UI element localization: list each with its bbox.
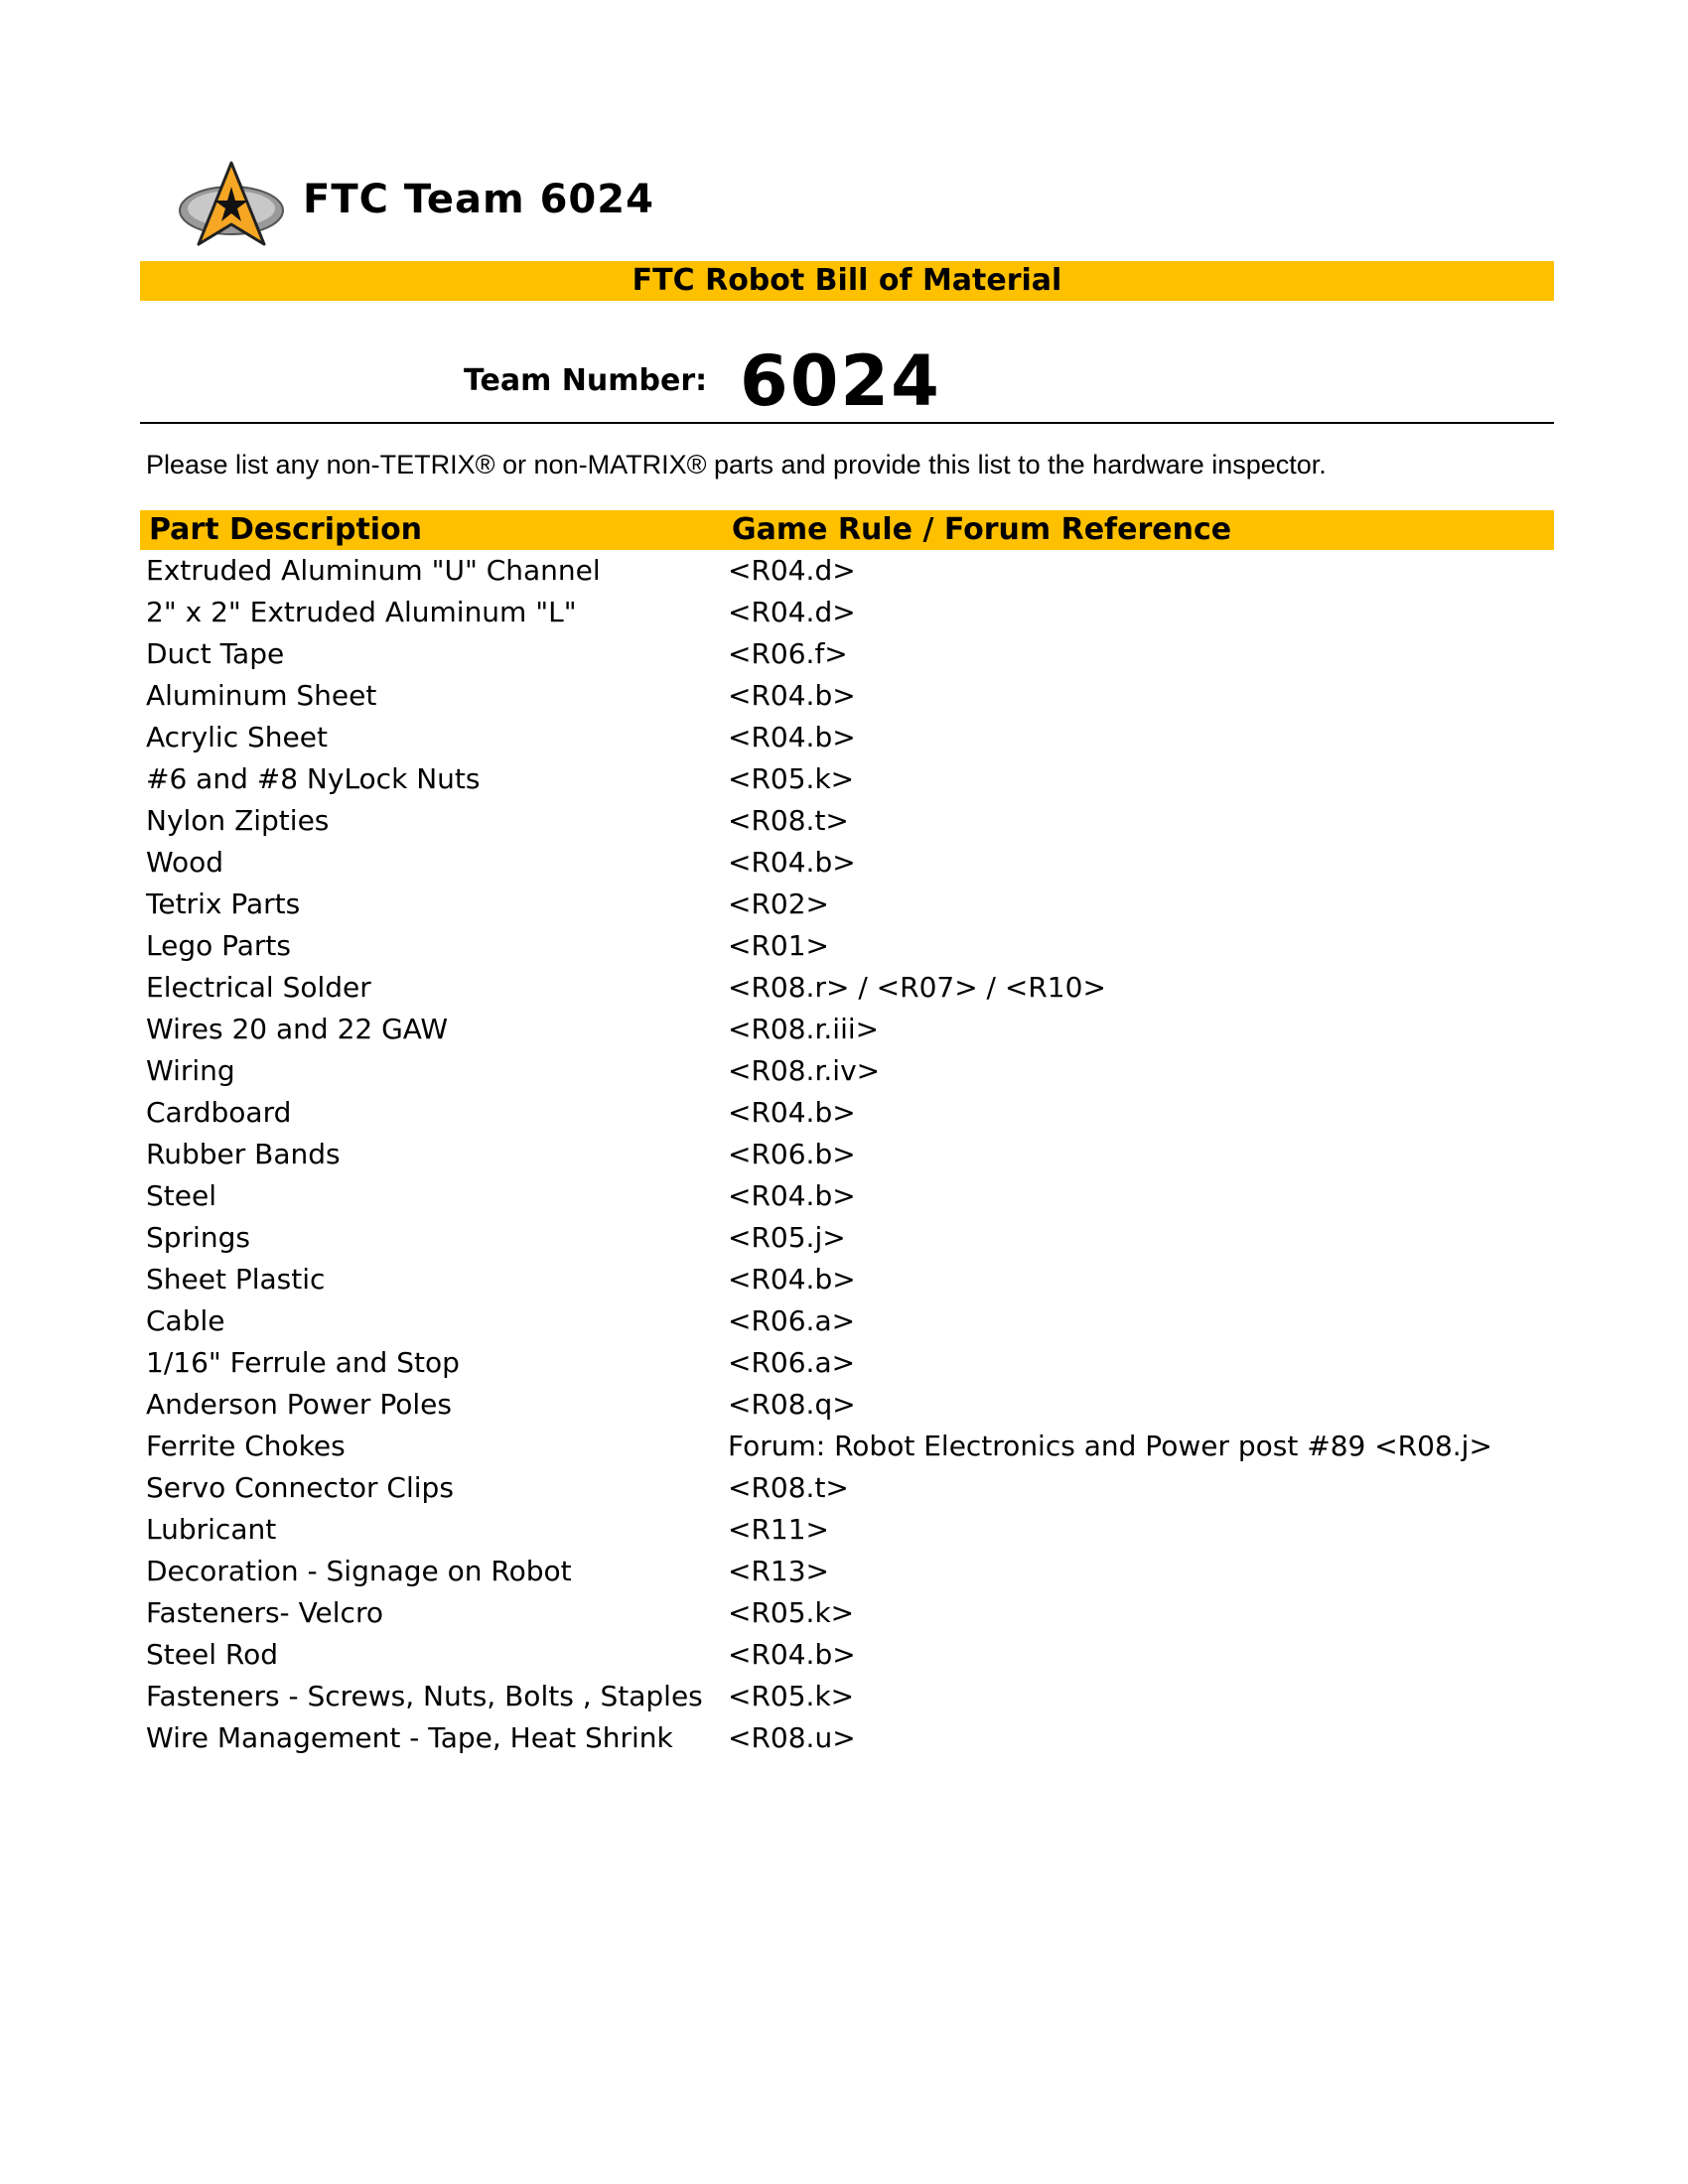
part-description: Nylon Zipties bbox=[146, 804, 330, 837]
table-row bbox=[140, 1092, 1554, 1134]
rule-reference: <R08.q> bbox=[728, 1388, 856, 1421]
title-banner bbox=[140, 261, 1554, 301]
part-description: Rubber Bands bbox=[146, 1138, 341, 1170]
rule-reference: <R05.j> bbox=[728, 1221, 846, 1254]
table-row bbox=[140, 1050, 1554, 1092]
rule-reference: <R04.b> bbox=[728, 679, 856, 712]
part-description: Steel Rod bbox=[146, 1638, 278, 1671]
table-row bbox=[140, 1342, 1554, 1384]
table-row bbox=[140, 1717, 1554, 1759]
table-row bbox=[140, 675, 1554, 717]
part-description: Cable bbox=[146, 1304, 225, 1337]
rule-reference: <R05.k> bbox=[728, 1596, 855, 1629]
table-header bbox=[140, 510, 1554, 550]
rule-reference: <R04.b> bbox=[728, 1179, 856, 1212]
rule-reference: <R08.r.iv> bbox=[728, 1054, 881, 1087]
part-description: #6 and #8 NyLock Nuts bbox=[146, 762, 481, 795]
banner-title: FTC Robot Bill of Material bbox=[632, 263, 1062, 298]
divider bbox=[140, 422, 1554, 424]
table-row bbox=[140, 1634, 1554, 1676]
rule-reference: <R08.u> bbox=[728, 1721, 856, 1754]
rule-reference: <R04.b> bbox=[728, 1263, 856, 1296]
table-row bbox=[140, 1426, 1554, 1467]
table-row bbox=[140, 550, 1554, 592]
rule-reference: <R11> bbox=[728, 1513, 830, 1546]
part-description: Ferrite Chokes bbox=[146, 1430, 346, 1462]
part-description: Wire Management - Tape, Heat Shrink bbox=[146, 1721, 673, 1754]
rule-reference: <R08.t> bbox=[728, 804, 849, 837]
rule-reference: <R05.k> bbox=[728, 762, 855, 795]
rule-reference: <R04.b> bbox=[728, 1096, 856, 1129]
rule-reference: <R06.f> bbox=[728, 637, 848, 670]
part-description: Servo Connector Clips bbox=[146, 1471, 454, 1504]
part-description: Sheet Plastic bbox=[146, 1263, 326, 1296]
table-row bbox=[140, 1009, 1554, 1050]
part-description: Lego Parts bbox=[146, 929, 292, 962]
rule-reference: <R04.d> bbox=[728, 596, 856, 628]
starfleet-delta-icon bbox=[177, 159, 286, 250]
team-title: FTC Team 6024 bbox=[303, 177, 654, 222]
part-description: Steel bbox=[146, 1179, 216, 1212]
part-description: Wires 20 and 22 GAW bbox=[146, 1013, 449, 1045]
part-description: Acrylic Sheet bbox=[146, 721, 328, 753]
rule-reference: <R05.k> bbox=[728, 1680, 855, 1712]
team-number-label: Team Number: bbox=[464, 363, 708, 398]
table-row bbox=[140, 967, 1554, 1009]
part-description: Tetrix Parts bbox=[146, 887, 301, 920]
part-description: 2" x 2" Extruded Aluminum "L" bbox=[146, 596, 577, 628]
table-row bbox=[140, 1676, 1554, 1717]
table-row bbox=[140, 1300, 1554, 1342]
part-description: Lubricant bbox=[146, 1513, 277, 1546]
part-description: 1/16" Ferrule and Stop bbox=[146, 1346, 460, 1379]
table-row bbox=[140, 884, 1554, 925]
part-description: Cardboard bbox=[146, 1096, 292, 1129]
instruction-text: Please list any non-TETRIX® or non-MATRIX® parts and provide this list to the hardware inspector. bbox=[146, 450, 1327, 479]
rule-reference: <R08.r.iii> bbox=[728, 1013, 880, 1045]
table-row bbox=[140, 592, 1554, 633]
rule-reference: <R04.b> bbox=[728, 846, 856, 879]
rule-reference: <R08.t> bbox=[728, 1471, 849, 1504]
table-row bbox=[140, 1384, 1554, 1426]
table-row bbox=[140, 717, 1554, 758]
table-row bbox=[140, 1217, 1554, 1259]
part-description: Anderson Power Poles bbox=[146, 1388, 452, 1421]
rule-reference: <R04.d> bbox=[728, 554, 856, 587]
part-description: Duct Tape bbox=[146, 637, 285, 670]
table-row bbox=[140, 1134, 1554, 1175]
rule-reference: <R06.b> bbox=[728, 1138, 856, 1170]
rule-reference: <R04.b> bbox=[728, 1638, 856, 1671]
part-description: Fasteners- Velcro bbox=[146, 1596, 383, 1629]
rule-reference: <R08.r> / <R07> / <R10> bbox=[728, 971, 1106, 1004]
part-description: Springs bbox=[146, 1221, 250, 1254]
rule-reference: <R04.b> bbox=[728, 721, 856, 753]
parts-table bbox=[140, 550, 1554, 1759]
rule-reference: <R06.a> bbox=[728, 1304, 856, 1337]
part-description: Wood bbox=[146, 846, 224, 879]
part-description: Extruded Aluminum "U" Channel bbox=[146, 554, 601, 587]
rule-reference: <R02> bbox=[728, 887, 830, 920]
part-description: Fasteners - Screws, Nuts, Bolts , Staples bbox=[146, 1680, 703, 1712]
table-row bbox=[140, 758, 1554, 800]
part-description: Decoration - Signage on Robot bbox=[146, 1555, 572, 1587]
column-header-game-rule: Game Rule / Forum Reference bbox=[732, 512, 1232, 547]
table-row bbox=[140, 1592, 1554, 1634]
table-row bbox=[140, 800, 1554, 842]
part-description: Wiring bbox=[146, 1054, 235, 1087]
column-header-part-description: Part Description bbox=[149, 512, 423, 547]
table-row bbox=[140, 633, 1554, 675]
table-row bbox=[140, 842, 1554, 884]
part-description: Aluminum Sheet bbox=[146, 679, 377, 712]
part-description: Electrical Solder bbox=[146, 971, 371, 1004]
table-row bbox=[140, 1509, 1554, 1551]
table-row bbox=[140, 1175, 1554, 1217]
team-number-value: 6024 bbox=[740, 341, 941, 422]
rule-reference: <R01> bbox=[728, 929, 830, 962]
rule-reference: Forum: Robot Electronics and Power post #89 <R08.j> bbox=[728, 1430, 1492, 1462]
rule-reference: <R13> bbox=[728, 1555, 830, 1587]
table-row bbox=[140, 1551, 1554, 1592]
table-row bbox=[140, 925, 1554, 967]
rule-reference: <R06.a> bbox=[728, 1346, 856, 1379]
table-row bbox=[140, 1259, 1554, 1300]
table-row bbox=[140, 1467, 1554, 1509]
